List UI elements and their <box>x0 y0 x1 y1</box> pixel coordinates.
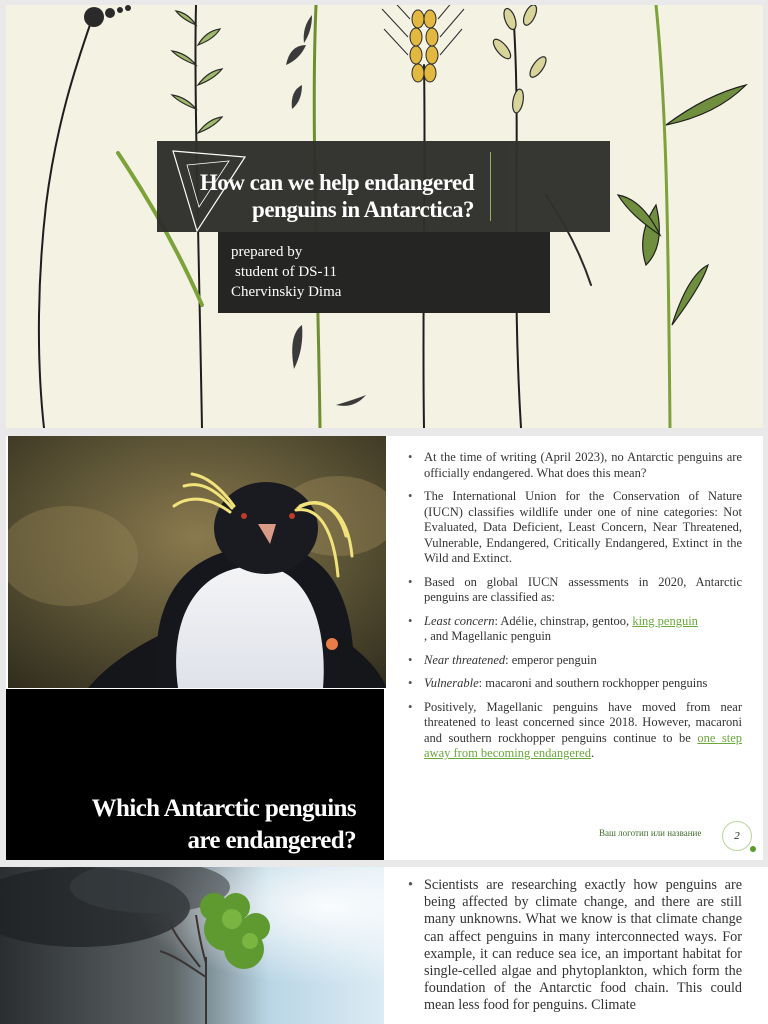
bullet-text: : Adélie, chinstrap, gentoo, <box>494 613 633 628</box>
slide-title-line-1: How can we help endangered <box>199 170 474 195</box>
title-box <box>157 141 610 232</box>
climate-slide <box>0 867 768 1024</box>
title-divider <box>490 152 491 221</box>
page-dot-icon <box>750 846 756 852</box>
endangered-link[interactable]: one step away from becoming endangered <box>424 730 743 760</box>
slide-title-line-2: penguins in Antarctica? <box>252 197 474 222</box>
heading-panel <box>6 689 384 860</box>
author-line-1: prepared by <box>231 244 303 260</box>
list-item <box>406 450 742 481</box>
bullet-text: Positively, Magellanic penguins have moved from near threatened to least concerned since 2018. However, macaroni and southern rockhopper penguins continue to be <box>424 699 742 745</box>
list-item <box>406 575 742 606</box>
bullet-text: : macaroni and southern rockhopper penguins <box>478 676 708 690</box>
bullet-text: Based on global IUCN assessments in 2020, Antarctic penguins are classified as: <box>424 574 742 604</box>
rockhopper-penguin-photo <box>8 436 386 688</box>
endangered-slide <box>6 436 763 860</box>
bullet-text: : emperor penguin <box>505 652 597 667</box>
bullet-text: At the time of writing (April 2023), no Antarctic penguins are officially endangered. What does this mean? <box>424 450 742 480</box>
list-item <box>406 877 742 1015</box>
title-slide <box>6 5 763 428</box>
king-penguin-link[interactable]: king penguin <box>632 613 698 628</box>
slide-heading-line-1: Which Antarctic penguins <box>91 795 356 822</box>
page-number: 2 <box>722 821 752 851</box>
slide-heading <box>26 793 356 857</box>
list-item <box>406 489 742 567</box>
category-label: Vulnerable <box>424 676 479 690</box>
bullet-text: , and Magellanic penguin <box>424 629 552 643</box>
author-box <box>218 232 550 313</box>
slide-title <box>154 169 474 223</box>
climate-bullet-list <box>406 877 742 1015</box>
tree-storm-photo <box>0 867 384 1024</box>
author-line-2: student of DS-11 <box>235 264 337 280</box>
bullet-text: Scientists are researching exactly how penguins are being affected by climate change, and there are still many unknowns. What we know is that climate change can affect penguins in many interconnected ways. For example, it can reduce sea ice, an important habitat for single-celled algae and phytoplankton, which form the foundation of the Antarctic food chain. This could mean less food for penguins. Climate <box>424 877 742 1014</box>
list-item <box>406 676 742 692</box>
list-item <box>406 653 742 669</box>
bullet-text: . <box>590 746 595 760</box>
category-label: Near threatened <box>424 652 506 667</box>
list-item <box>406 614 742 645</box>
list-item <box>406 700 742 762</box>
slide-heading-line-2: are endangered? <box>187 827 356 854</box>
category-label: Least concern <box>424 613 495 628</box>
bullet-text: The International Union for the Conservation of Nature (IUCN) classifies wildlife under one of nine categories: Not Evaluated, Data Deficient, Least Concern, Near Threatened, Vulnerable, Endangered, Critically Endangered, Extinct in the Wild and Extinct. <box>424 489 742 565</box>
logo-caption: Ваш логотип или название <box>599 828 702 838</box>
author-line-3: Chervinskiy Dima <box>231 284 342 300</box>
endangered-bullet-list <box>406 450 742 770</box>
